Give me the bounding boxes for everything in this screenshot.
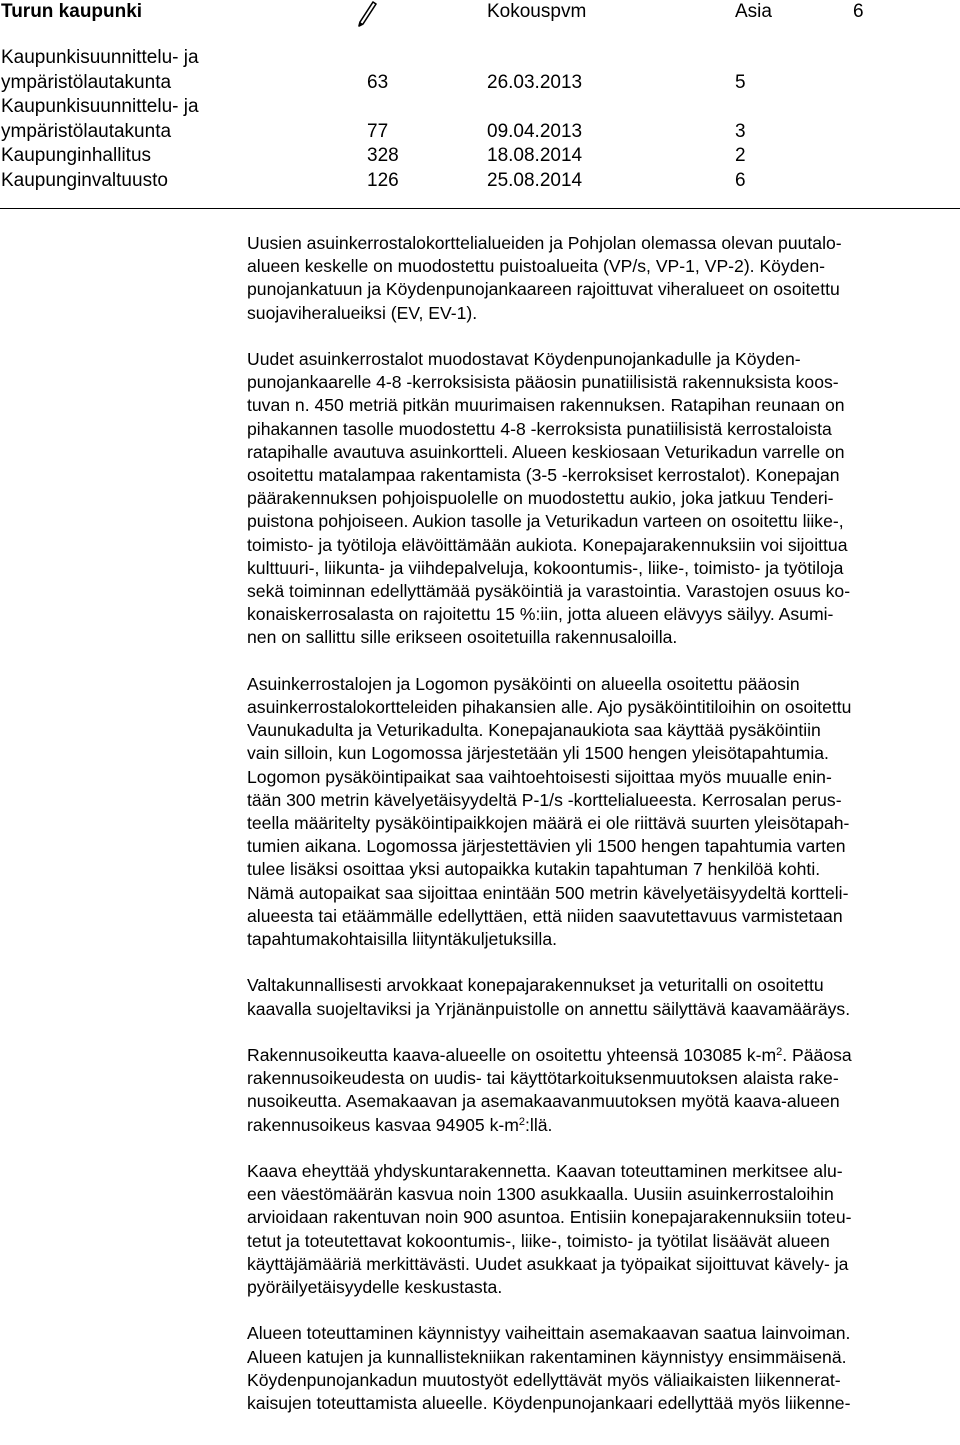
body-paragraph [247,1322,957,1415]
history-date: 25.08.2014 [487,169,583,191]
body-line: kaavalla suojeltaviksi ja Yrjänänpuistolle on annettu säilyttävä kaavamääräys. [247,998,851,1019]
body-line: käyttäjämääriä merkittävästi. Uudet asukkaat ja työpaikat sijoittuvat kävely- ja [247,1253,849,1274]
history-body-line: ympäristölautakunta [1,120,172,142]
organization-name: Turun kaupunki [1,1,143,22]
history-date: 26.03.2013 [487,71,583,93]
body-line: een väestömäärän kasvua noin 1300 asukkaalla. Uusiin asuinkerrostaloihin [247,1184,834,1205]
history-body-line: Kaupunginhallitus [1,145,152,166]
body-line: pihakannen tasolle muodostettu 4-8 -kerroksista punatiilisistä kerrostaloista [247,418,832,439]
body-line: päärakennuksen pohjoispuolelle on muodostettu aukio, joka jatkuu Tenderi- [247,488,834,509]
body-line: Rakennusoikeutta kaava-alueelle on osoitettu yhteensä 103085 $k-m^2$. Pääosa [247,1045,852,1066]
body-line: suojaviheralueiksi (EV, EV-1). [247,302,478,323]
document-body [247,232,957,1438]
history-row [0,95,800,144]
body-line: Uudet asuinkerrostalot muodostavat Köydenpunojankadulle ja Köyden- [247,349,801,369]
body-line: asuinkerrostalokortteleiden pihakansien alle. Ajo pysäköintitiloihin on osoitettu [247,697,852,718]
body-line: tetut ja toteutettavat kokoontumis-, liike-, toimisto- ja työtilat lisäävät alueen [247,1230,830,1251]
page-number: 6 [853,1,864,22]
body-line: Valtakunnallisesti arvokkaat konepajarakennukset ja veturitalli on osoitettu [247,975,824,996]
body-paragraph [247,673,957,951]
body-line: osoitettu matalampaa rakentamista (3-5 -kerroksiset kerrostalot). Konepajan [247,465,840,486]
body-line: pyöräilyetäisyydelle keskustasta. [247,1277,503,1298]
body-line: Kaava eheyttää yhdyskuntarakennetta. Kaavan toteuttaminen merkitsee alu- [247,1161,843,1182]
history-date: 18.08.2014 [487,145,583,166]
history-body-line: Kaupunkisuunnittelu- ja [1,47,199,68]
history-body [0,169,361,194]
history-number: 126 [367,169,399,191]
body-line: Alueen katujen ja kunnallistekniikan rakentaminen käynnistyy ensimmäisenä. [247,1346,847,1367]
history-section: 5 [735,71,746,93]
body-line: Alueen toteuttaminen käynnistyy vaiheittain asemakaavan saatua lainvoiman. [247,1323,851,1344]
header-divider [0,208,960,209]
body-line: alueen keskelle on muodostettu puistoalueita (VP/s, VP-1, VP-2). Köyden- [247,256,825,277]
history-body-line: Kaupunginvaltuusto [1,169,168,191]
body-line: kulttuuri-, liikunta- ja viihdepalveluja, kokoontumis-, liike-, toimisto- ja työtiloja [247,557,844,578]
body-line: rakennusoikeudesta on uudis- tai käyttötarkoituksenmuutoksen alaista rake- [247,1068,839,1089]
history-section: 2 [735,145,746,166]
body-line: tapahtumakohtaisilla liityntäkuljetuksilla. [247,929,558,950]
history-date: 09.04.2013 [487,120,583,142]
body-line: Logomon pysäköintipaikat saa vaihtoehtoisesti sijoittaa myös muualle enin- [247,766,832,787]
history-body-line: ympäristölautakunta [1,71,172,93]
body-line: punojankatuun ja Köydenpunojankaareen rajoittuvat viheralueet on osoitettu [247,279,840,300]
history-section: 3 [735,120,746,142]
body-line: tumien aikana. Logomossa järjestettävien yli 1500 hengen tapahtumia varten [247,836,846,857]
history-section: 6 [735,169,746,191]
decision-history [0,46,800,193]
body-line: konaiskerrosalasta on rajoitettu 15 %:iin, jotta alueen elävyys säilyy. Asumi- [247,604,834,625]
body-paragraph [247,1044,957,1137]
body-line: tulee lisäksi osoittaa yksi autopaikka kutakin tapahtuman 7 henkilöä kohti. [247,859,821,880]
history-number: 63 [367,71,389,93]
history-body [0,95,361,144]
history-number: 77 [367,120,389,142]
body-line: Uusien asuinkerrostalokorttelialueiden ja Pohjolan olemassa olevan puutalo- [247,233,842,253]
body-line: nen on sallittu sille erikseen osoitetuilla rakennusaloilla. [247,627,678,648]
pen-icon [356,1,378,27]
history-body [0,46,361,95]
history-body [0,144,361,169]
body-paragraph [247,974,957,1020]
body-line: Asuinkerrostalojen ja Logomon pysäköinti on alueella osoitettu pääosin [247,673,800,694]
history-number: 328 [367,145,399,166]
body-line: arvioidaan rakentuvan noin 900 asuntoa. Entisiin konepajarakennuksiin toteu- [247,1207,852,1228]
body-line: puistona pohjoiseen. Aukion tasolle ja Veturikadun varteen on osoitettu liike-, [247,511,844,532]
body-line: Vaunukadulta ja Veturikadulta. Konepajanaukiota saa käyttää pysäköintiin [247,720,821,741]
history-row [0,169,800,194]
body-line: toimisto- ja työtiloja elävöittämään aukiota. Konepajarakennuksiin voi sijoittua [247,534,848,555]
body-paragraph [247,1160,957,1299]
history-row [0,46,800,95]
body-line: tään 300 metrin kävelyetäisyydeltä P-1/s -korttelialueesta. Kerrosalan perus- [247,789,842,810]
body-line: rakennusoikeus kasvaa 94905 $k-m^2:llä$. [247,1114,553,1135]
body-paragraph [247,232,957,325]
body-line: sekä toiminnan edellyttämää pysäköintiä ja varastointia. Varastojen osuus ko- [247,581,851,602]
case-label: Asia [735,1,772,22]
body-line: nusoikeutta. Asemakaavan ja asemakaavanmuutoksen myötä kaava-alueen [247,1091,840,1112]
body-line: punojankaarelle 4-8 -kerroksisista pääosin punatiilisistä rakennuksista koos- [247,372,839,393]
meeting-date-label: Kokouspvm [487,1,587,22]
document-header [0,0,960,24]
body-paragraph [247,348,957,650]
body-line: vain silloin, kun Logomossa järjestetään yli 1500 hengen yleisötapahtumia. [247,743,829,764]
body-line: teella määritelty pysäköintipaikkojen määrä ei ole riittävä suurten yleisötapah- [247,813,850,834]
body-line: tuvan n. 450 metriä pitkän muurimaisen rakennuksen. Ratapihan reunaan on [247,395,845,416]
body-line: kaisujen toteuttamista alueelle. Köydenpunojankaari edellyttää myös liikenne- [247,1393,851,1414]
body-line: Nämä autopaikat saa sijoittaa enintään 500 metrin kävelyetäisyydeltä kortteli- [247,882,849,903]
body-line: Köydenpunojankadun muutostyöt edellyttävät myös väliaikaisten liikennerat- [247,1369,841,1390]
body-line: alueesta tai etäämmälle edellyttäen, että niiden saavutettavuus varmistetaan [247,905,843,926]
body-line: ratapihalle avautuva asuinkortteli. Alueen keskiosaan Veturikadun varrelle on [247,441,845,462]
history-body-line: Kaupunkisuunnittelu- ja [1,96,199,117]
history-row [0,144,800,169]
